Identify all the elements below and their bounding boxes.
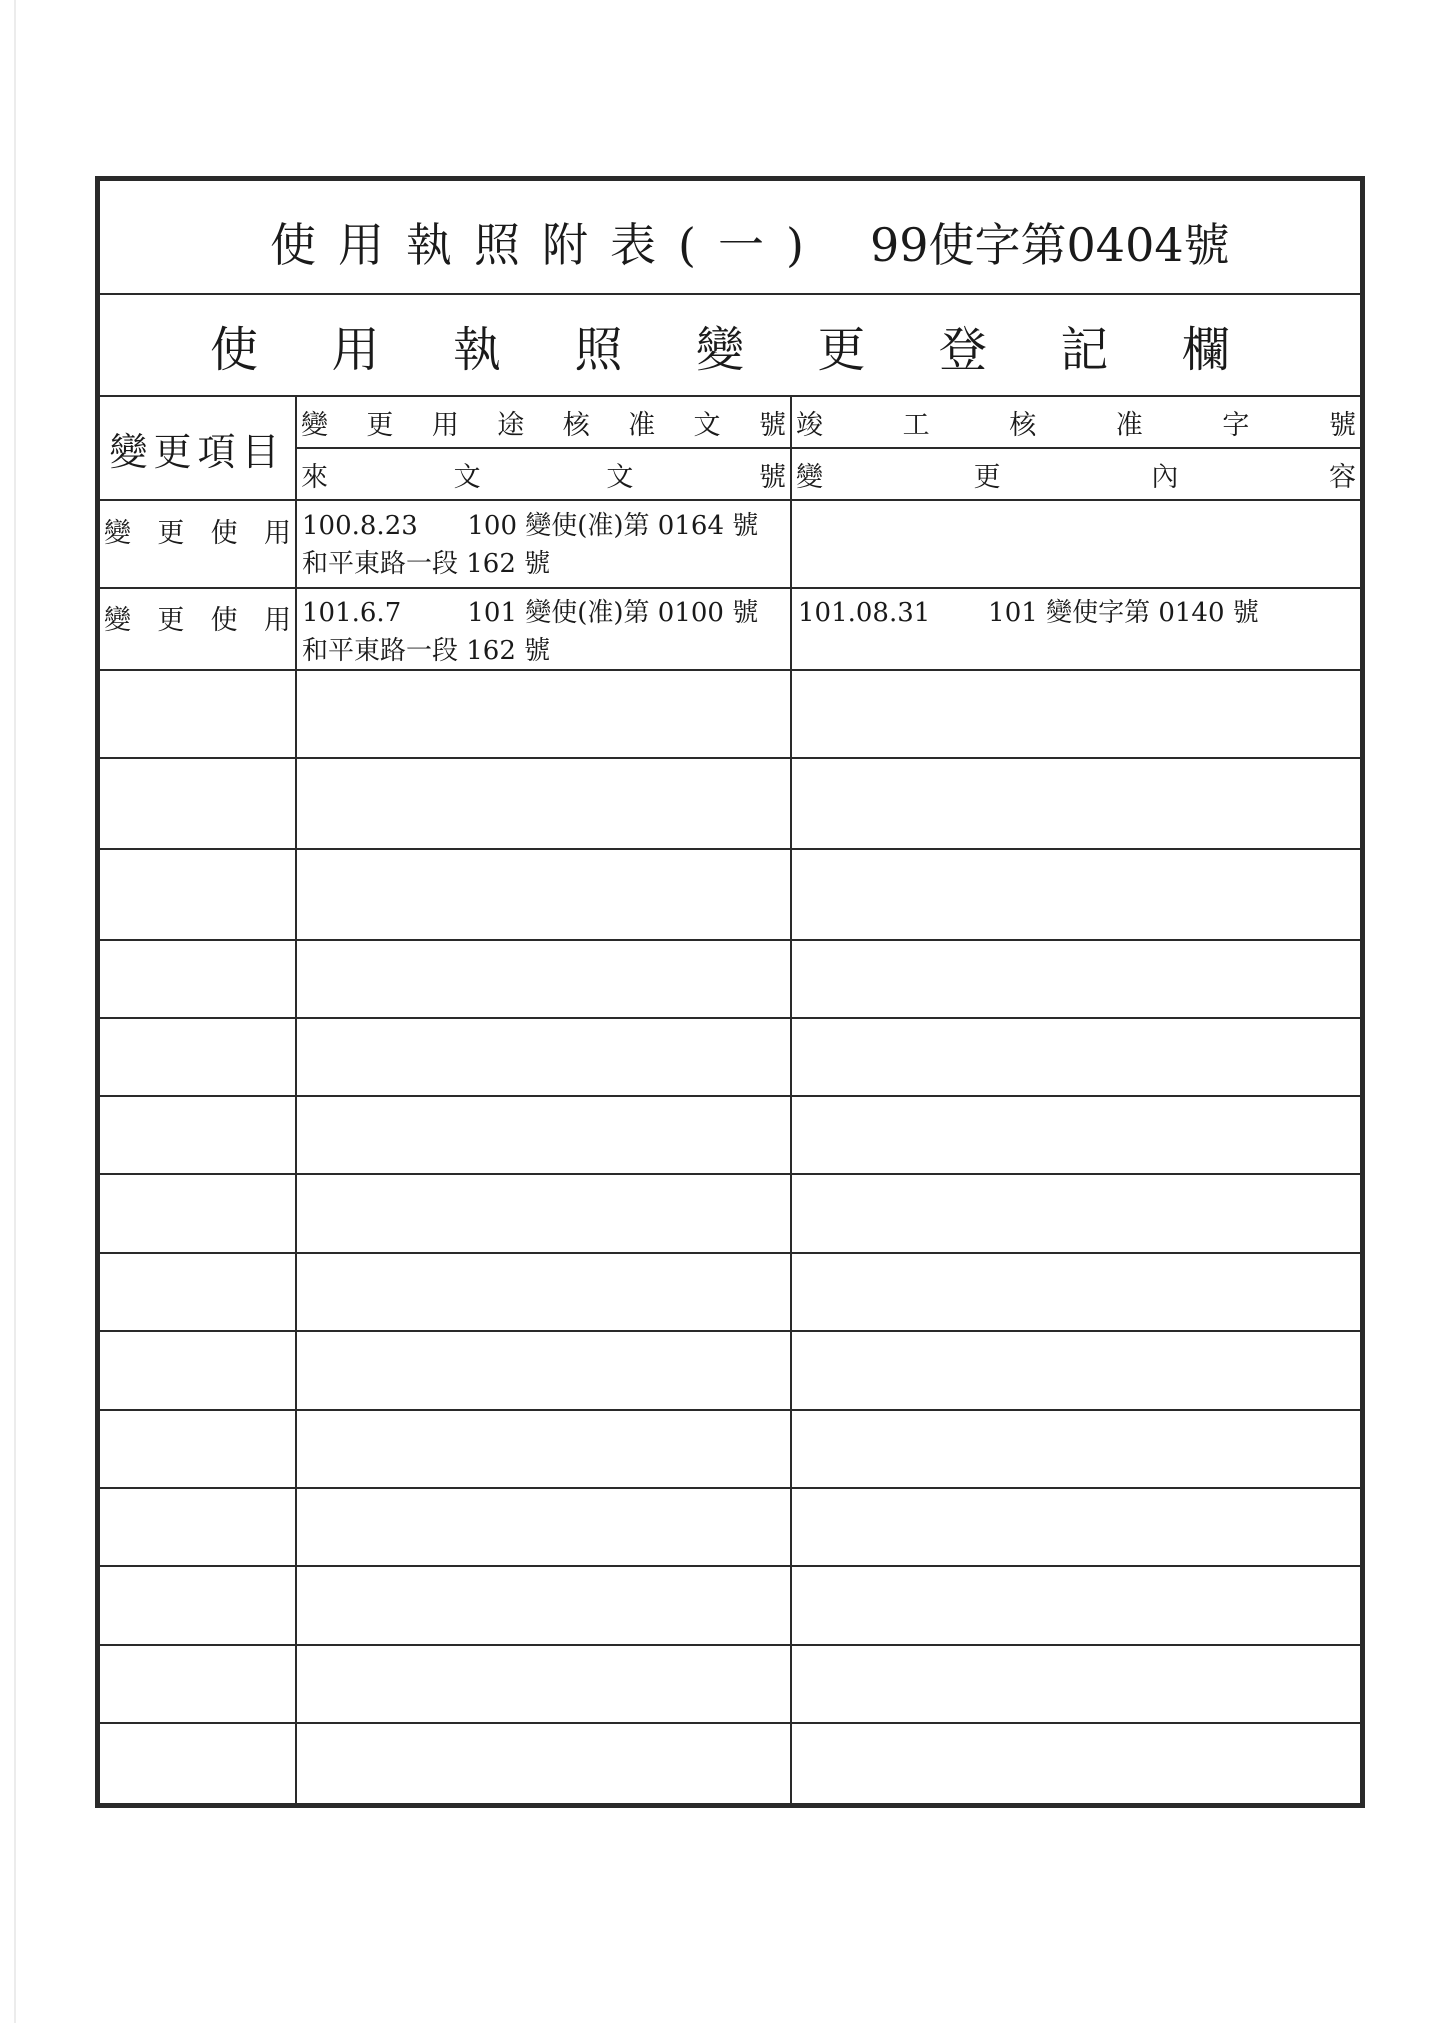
subtitle-char: 更 [817, 321, 866, 378]
record-item: 變 更 使 用 [104, 605, 291, 636]
row-divider [100, 848, 1360, 850]
row-divider [100, 1565, 1360, 1567]
subtitle-char: 登 [938, 321, 987, 378]
header-change-item: 變更項目 [109, 429, 286, 474]
subtitle-char: 執 [452, 321, 501, 378]
header-approval-doc: 變 更 用 途 核 准 文 號 [301, 409, 786, 441]
record-address: 和平東路一段 162 號 [302, 636, 551, 666]
page-edge [14, 0, 16, 2023]
title-row [100, 181, 1360, 295]
subtitle-char: 使 [210, 321, 259, 378]
subtitle-char: 照 [574, 321, 623, 378]
record-approval: 101.6.7 101 變使(准)第 0100 號 [302, 598, 759, 628]
header-completion-number: 竣 工 核 准 字 號 [796, 409, 1356, 441]
row-divider [100, 1173, 1360, 1175]
row-divider [100, 587, 1360, 589]
subtitle-char: 用 [331, 321, 380, 378]
row-divider [100, 1487, 1360, 1489]
row-divider [100, 669, 1360, 671]
header-change-content: 變 更 內 容 [796, 461, 1356, 493]
record-completion: 101.08.31 101 變使字第 0140 號 [798, 598, 1259, 628]
subtitle-char: 記 [1060, 321, 1109, 378]
row-divider [100, 1095, 1360, 1097]
column-divider [790, 397, 792, 1803]
row-divider [100, 1722, 1360, 1724]
license-table [95, 176, 1365, 1808]
table-header [100, 397, 1360, 501]
license-number: 99使字第0404號 [870, 218, 1230, 272]
subtitle-char: 變 [695, 321, 744, 378]
row-divider [100, 1409, 1360, 1411]
column-divider [295, 397, 297, 1803]
header-incoming-doc: 來 文 文 號 [301, 461, 786, 493]
row-divider [100, 1252, 1360, 1254]
row-divider [100, 1644, 1360, 1646]
row-divider [100, 1330, 1360, 1332]
row-divider [100, 757, 1360, 759]
record-address: 和平東路一段 162 號 [302, 549, 551, 579]
subtitle-row [100, 295, 1360, 397]
row-divider [100, 939, 1360, 941]
row-divider [100, 1017, 1360, 1019]
record-approval: 100.8.23 100 變使(准)第 0164 號 [302, 511, 759, 541]
page-title: 使用執照附表(一) [270, 218, 826, 272]
subtitle-char: 欄 [1181, 321, 1230, 378]
record-item: 變 更 使 用 [104, 518, 291, 549]
